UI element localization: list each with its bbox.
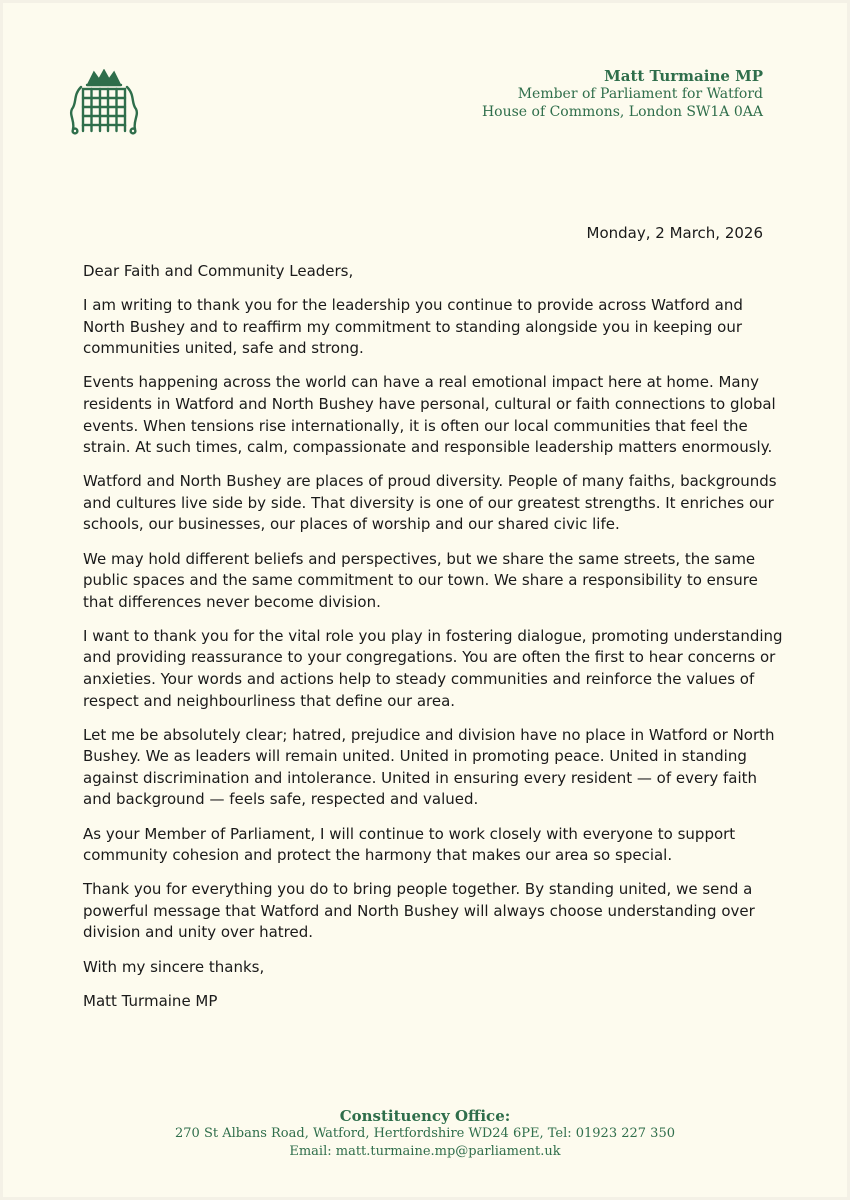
paragraph: Thank you for everything you do to bring people together. By standing united, we send a powerful message that Watford and North Bushey will always choose understanding over division and unity over hatred.: [83, 880, 755, 942]
letter-body: [83, 261, 783, 1025]
footer-address: 270 St Albans Road, Watford, Hertfordshire WD24 6PE, Tel: 01923 227 350: [175, 1126, 675, 1141]
paragraph: As your Member of Parliament, I will continue to work closely with everyone to support community cohesion and protect the harmony that makes our area so special.: [83, 824, 736, 865]
paragraph: Let me be absolutely clear; hatred, prejudice and division have no place in Watford or North Bushey. We as leaders will remain united. United in promoting peace. United in standing against discrimination and intolerance. United in ensuring every resident — of every faith and background — feels safe, respected and valued.: [83, 725, 775, 809]
paragraph: Watford and North Bushey are places of proud diversity. People of many faiths, backgrounds and cultures live side by side. That diversity is one of our greatest strengths. It enriches our schools, our businesses, our places of worship and our shared civic life.: [83, 472, 777, 534]
mp-address: House of Commons, London SW1A 0AA: [481, 104, 763, 120]
footer: [3, 1107, 847, 1161]
letter-date: Monday, 2 March, 2026: [586, 224, 763, 242]
paragraph: Events happening across the world can have a real emotional impact here at home. Many residents in Watford and North Bushey have personal, cultural or faith connections to global events. When tensions rise internationally, it is often our local communities that feel the strain. At such times, calm, compassionate and responsible leadership matters enormously.: [83, 373, 776, 457]
signature: Matt Turmaine MP: [83, 991, 218, 1010]
letter-page: [3, 3, 847, 1197]
mp-role: Member of Parliament for Watford: [517, 86, 763, 102]
closing: With my sincere thanks,: [83, 957, 265, 976]
paragraph: I am writing to thank you for the leadership you continue to provide across Watford and North Bushey and to reaffirm my commitment to standing alongside you in keeping our communities united, safe and strong.: [83, 296, 743, 358]
salutation: Dear Faith and Community Leaders,: [83, 262, 354, 280]
portcullis-icon: [67, 69, 141, 143]
footer-email: Email: matt.turmaine.mp@parliament.uk: [289, 1144, 561, 1159]
paragraph: I want to thank you for the vital role you play in fostering dialogue, promoting understanding and providing reassurance to your congregations. You are often the first to hear concerns or anxieties. Your words and actions help to steady communities and reinforce the values of respect and neighbourliness that define our area.: [83, 626, 783, 710]
paragraph: We may hold different beliefs and perspectives, but we share the same streets, the same public spaces and the same commitment to our town. We share a responsibility to ensure that differences never become division.: [83, 549, 758, 611]
footer-title: Constituency Office:: [339, 1107, 511, 1125]
letterhead: [482, 67, 763, 121]
mp-name: Matt Turmaine MP: [604, 67, 763, 85]
